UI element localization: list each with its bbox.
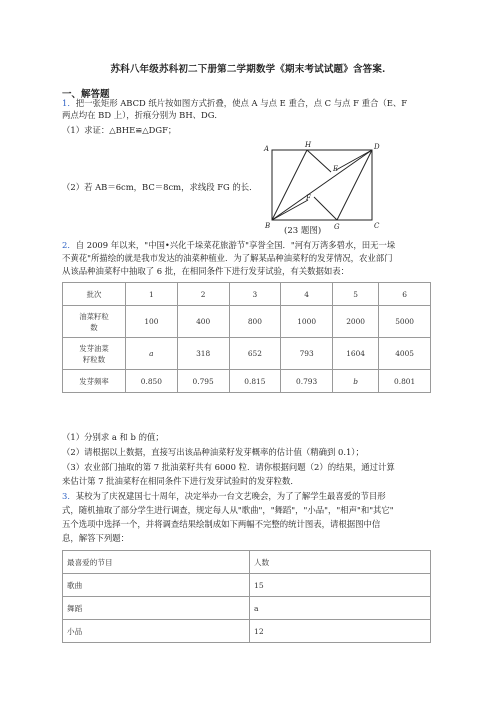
table-cell: 0.850: [126, 370, 178, 393]
table-cell: a: [126, 338, 178, 370]
table-cell: 歌曲: [63, 574, 250, 597]
q2-number: 2．: [62, 240, 76, 250]
table-cell: 400: [177, 306, 229, 338]
table-row: [63, 370, 431, 393]
q1-sub1: （1）求证：△BHE≌△DGF；: [62, 125, 177, 135]
table-cell: 1: [126, 283, 178, 306]
q1-line1: 1．把一张矩形 ABCD 纸片按如图方式折叠，使点 A 与点 E 重合，点 C 与点 F 重合（E、F: [62, 98, 407, 108]
section-heading: 一、解答题: [62, 89, 110, 100]
table-cell: 舞蹈: [63, 597, 250, 620]
table-cell: b: [333, 370, 379, 393]
label-C: C: [374, 222, 380, 230]
table-cell: 0.815: [229, 370, 281, 393]
q3-line1: 3．某校为了庆祝建国七十周年，决定举办一台文艺晚会，为了了解学生最喜爱的节目形: [62, 491, 386, 501]
label-F: F: [306, 194, 311, 202]
table-cell: 0.793: [281, 370, 333, 393]
table-row-label: 发芽频率: [63, 370, 126, 393]
table-cell: 小品: [63, 620, 250, 643]
q2-sub1: （1）分别求 a 和 b 的值；: [62, 432, 164, 442]
table-cell: 人数: [250, 551, 431, 574]
table-cell: 0.801: [379, 370, 431, 393]
table-cell: 批次: [63, 283, 126, 306]
label-G: G: [334, 223, 340, 231]
table-header-row: [63, 551, 431, 574]
document-title: 苏科八年级苏科初二下册第二学期数学《期末考试试题》含答案.: [110, 64, 386, 75]
table-cell: 5: [333, 283, 379, 306]
q3-line2: 式，随机抽取了部分学生进行调查，规定每人从"歌曲"，"舞蹈"，"小品"，"相声"和"其它": [62, 505, 394, 515]
label-E: E: [333, 165, 339, 173]
table-cell: 2: [177, 283, 229, 306]
table-cell: 3: [229, 283, 281, 306]
table-cell: 4: [281, 283, 333, 306]
germination-table: [62, 282, 431, 393]
table-cell: 15: [250, 574, 431, 597]
q2-line2: 不黄花"所描绘的就是我市发达的油菜种植业．为了解某品种油菜籽的发芽情况，农业部门: [62, 253, 393, 263]
table-cell: 318: [177, 338, 229, 370]
geometry-figure: [262, 138, 384, 241]
q2-sub2: （2）请根据以上数据，直接写出该品种油菜籽发芽概率的估计值（精确到 0.1）；: [62, 447, 364, 457]
q2-sub3b: 来估计第 7 批油菜籽在相同条件下进行发芽试验时的发芽粒数．: [62, 476, 299, 486]
label-A: A: [264, 145, 270, 153]
table-cell: a: [250, 597, 431, 620]
q2-line1: 2．自 2009 年以来，"中国•兴化千垛菜花旅游节"享誉全国．"河有万湾多碧水，田无一垛: [62, 240, 396, 250]
q1-sub2: （2）若 AB＝6cm，BC＝8cm，求线段 FG 的长．: [62, 182, 258, 192]
q2-line3: 从该品种油菜籽中抽取了 6 批，在相同条件下进行发芽试验，有关数据如表：: [62, 266, 350, 276]
table-cell: 最喜爱的节目: [63, 551, 250, 574]
table-row: [63, 620, 431, 643]
table-row-label: 油菜籽粒 数: [63, 306, 126, 338]
table-cell: 1000: [281, 306, 333, 338]
table-header-row: [63, 283, 431, 306]
table-cell: 4005: [379, 338, 431, 370]
label-H: H: [305, 141, 312, 149]
table-cell: 5000: [379, 306, 431, 338]
table-cell: 793: [281, 338, 333, 370]
table-cell: 0.795: [177, 370, 229, 393]
label-B: B: [265, 222, 271, 230]
table-cell: 2000: [333, 306, 379, 338]
label-D: D: [374, 143, 380, 151]
q2-sub3a: （3）农业部门抽取的第 7 批油菜籽共有 6000 粒．请你根据问题（2）的结果，通过计算: [62, 462, 395, 472]
q3-number: 3．: [62, 491, 76, 501]
table-row-label: 发芽油菜 籽粒数: [63, 338, 126, 370]
favorite-program-table: [62, 550, 431, 643]
figure-caption: (23 题图): [284, 226, 322, 236]
table-row: [63, 574, 431, 597]
table-cell: 100: [126, 306, 178, 338]
q1-number: 1．: [62, 98, 76, 108]
q3-line3: 五个选项中选择一个，并将调查结果绘制成如下两幅不完整的统计图表，请根据图中信: [62, 519, 381, 529]
q3-line4: 息，解答下列题：: [62, 533, 129, 543]
table-row: [63, 597, 431, 620]
table-cell: 800: [229, 306, 281, 338]
q1-line2: 两点均在 BD 上），折痕分别为 BH、DG．: [62, 110, 223, 120]
table-row: [63, 306, 431, 338]
table-row: [63, 338, 431, 370]
table-cell: 6: [379, 283, 431, 306]
table-cell: 12: [250, 620, 431, 643]
table-cell: 652: [229, 338, 281, 370]
table-cell: 1604: [333, 338, 379, 370]
